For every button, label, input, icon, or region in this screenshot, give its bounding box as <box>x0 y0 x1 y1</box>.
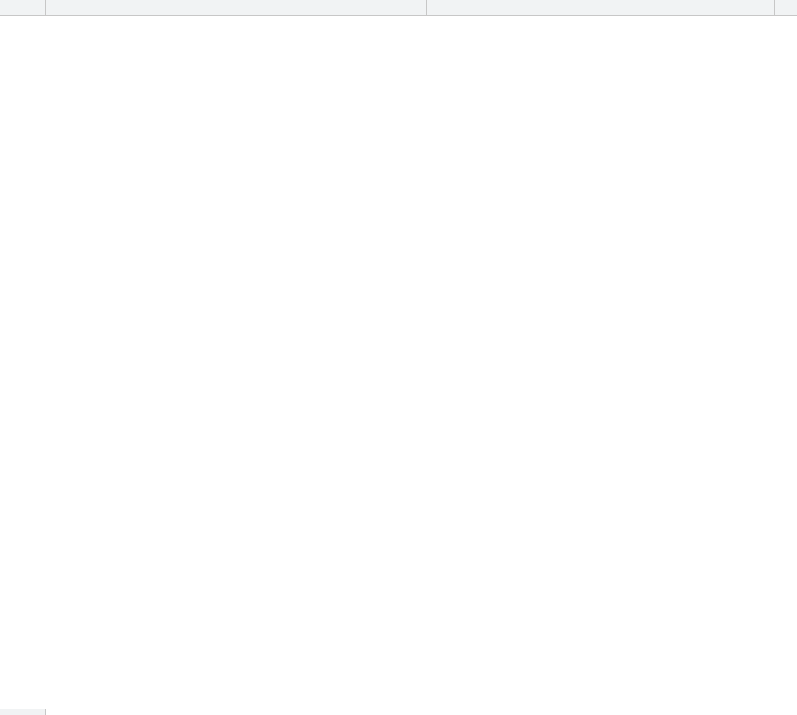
column-header-a[interactable] <box>46 0 427 15</box>
column-header-bar <box>0 0 797 16</box>
next-row-stub <box>0 709 797 715</box>
select-all-corner[interactable] <box>0 0 46 15</box>
column-header-b[interactable] <box>427 0 775 15</box>
next-row-number[interactable] <box>0 709 46 715</box>
column-header-c[interactable] <box>775 0 797 15</box>
